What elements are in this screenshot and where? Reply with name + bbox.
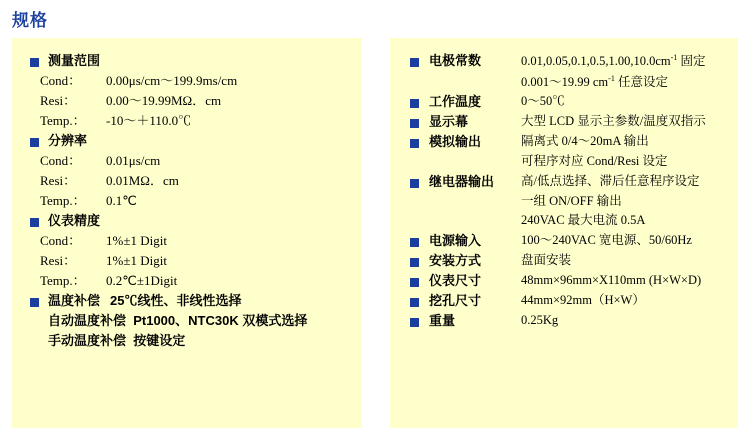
spec-group-header: [12, 134, 362, 147]
spec-row: [390, 175, 738, 188]
page-title: 规格: [12, 11, 48, 30]
bullet-icon: [410, 278, 419, 287]
spec-row: [390, 54, 738, 68]
bullet-icon: [410, 58, 419, 67]
spec-row: [12, 174, 362, 187]
bullet-icon: [410, 179, 419, 188]
bullet-icon: [410, 318, 419, 327]
spec-group-label: 分辨率: [48, 133, 88, 148]
spec-group-label: 温度补偿: [48, 293, 101, 308]
specs-panel-right: [390, 38, 738, 428]
spec-row-value: 100～240VAC 宽电源、50/60Hz: [521, 232, 692, 247]
spec-row-continuation: [390, 214, 738, 227]
spec-row-label: 继电器输出: [429, 173, 495, 189]
spec-row-continuation: [390, 195, 738, 208]
spec-row-label: 挖孔尺寸: [429, 292, 482, 308]
spec-row-label: 模拟输出: [429, 134, 482, 150]
spec-row: [390, 254, 738, 267]
temp-comp-manual: 手动温度补偿 按键设定: [48, 333, 186, 348]
spec-row-value: 0.00μs/cm～199.9ms/cm: [106, 73, 238, 88]
spec-row-name: Cond：: [40, 153, 82, 168]
spec-row-name: Resi：: [40, 93, 77, 108]
spec-group-header: [12, 54, 362, 67]
spec-row: [390, 314, 738, 327]
spec-row-value: 0.1℃: [106, 193, 137, 208]
bullet-icon: [410, 139, 419, 148]
spec-row: [390, 135, 738, 148]
spec-row-extra: 一组 ON/OFF 输出: [521, 193, 622, 208]
spec-row-label: 显示幕: [429, 114, 469, 130]
temp-comp-auto: 自动温度补偿 Pt1000、NTC30K 双模式选择: [48, 313, 308, 328]
spec-row: [12, 94, 362, 107]
spec-row-value: 高/低点选择、滞后任意程序设定: [521, 173, 700, 188]
spec-group-label: 测量范围: [48, 53, 101, 68]
spec-row-value: -10～＋110.0℃: [106, 113, 192, 128]
spec-row-continuation: [390, 75, 738, 89]
spec-row-name: Temp.：: [40, 273, 86, 288]
spec-row-value: 0.01MΩ．cm: [106, 173, 179, 188]
bullet-icon: [30, 298, 39, 307]
spec-row: [390, 115, 738, 128]
spec-row-label: 安装方式: [429, 252, 482, 268]
spec-row-value: 0.25Kg: [521, 312, 559, 327]
spec-row: [390, 95, 738, 108]
spec-row-label: 重量: [429, 312, 456, 328]
spec-row-extra: 可程序对应 Cond/Resi 设定: [521, 154, 668, 169]
spec-row: [390, 294, 738, 307]
bullet-icon: [410, 99, 419, 108]
spec-row-name: Temp.：: [40, 113, 86, 128]
spec-row: [390, 234, 738, 247]
spec-row-name: Temp.：: [40, 193, 86, 208]
spec-row-name: Resi：: [40, 253, 77, 268]
spec-row: [12, 194, 362, 207]
spec-row-name: Resi：: [40, 173, 77, 188]
spec-row-value: 48mm×96mm×Χ110mm (H×W×D): [521, 272, 702, 287]
spec-row: [12, 234, 362, 247]
spec-group-header: [12, 294, 362, 307]
spec-group-label: 仪表精度: [48, 213, 101, 228]
spec-row-continuation: [390, 155, 738, 168]
spec-group-value: 25℃线性、非线性选择: [110, 293, 242, 308]
spec-row-value: 1%±1 Digit: [106, 253, 167, 268]
spec-row-label: 电源输入: [429, 232, 482, 248]
spec-row-value: 44mm×92mm（H×W）: [521, 292, 645, 307]
spec-row-value: 0～50℃: [521, 94, 565, 109]
bullet-icon: [410, 238, 419, 247]
spec-row-continuation: [12, 314, 362, 327]
spec-row-extra2: 240VAC 最大电流 0.5A: [521, 213, 646, 228]
spec-row-name: Cond：: [40, 233, 82, 248]
bullet-icon: [410, 298, 419, 307]
bullet-icon: [30, 138, 39, 147]
spec-row-value: 1%±1 Digit: [106, 233, 167, 248]
spec-row-value: 盘面安装: [521, 252, 572, 267]
spec-row: [12, 274, 362, 287]
specs-panel-left: [12, 38, 362, 428]
left-spec-list: [12, 38, 362, 354]
spec-row-value: 0.2℃±1Digit: [106, 273, 178, 288]
spec-row: [12, 154, 362, 167]
spec-row-label: 工作温度: [429, 94, 482, 110]
spec-row-value: 隔离式 0/4～20mA 输出: [521, 134, 649, 149]
spec-row-value: 大型 LCD 显示主参数/温度双指示: [521, 114, 706, 129]
spec-row-continuation: [12, 334, 362, 347]
spec-row: [12, 74, 362, 87]
spec-row-label: 仪表尺寸: [429, 272, 482, 288]
spec-row: [390, 274, 738, 287]
bullet-icon: [410, 258, 419, 267]
right-spec-list: [390, 38, 738, 334]
spec-row: [12, 254, 362, 267]
spec-group-header: [12, 214, 362, 227]
bullet-icon: [30, 58, 39, 67]
spec-row-label: 电极常数: [429, 53, 482, 68]
spec-row-value: 0.00～19.99MΩ．cm: [106, 93, 222, 108]
bullet-icon: [410, 119, 419, 128]
spec-row: [12, 114, 362, 127]
spec-row-name: Cond：: [40, 73, 82, 88]
bullet-icon: [30, 218, 39, 227]
spec-row-value: 0.01μs/cm: [106, 153, 161, 168]
spec-row-extra: 0.001～19.99 $cm^{-1}$ 任意设定: [521, 73, 668, 89]
spec-row-value: $0.01,0.05,0.1,0.5,1.00,10.0cm^{-1}$ 固定: [521, 53, 706, 69]
